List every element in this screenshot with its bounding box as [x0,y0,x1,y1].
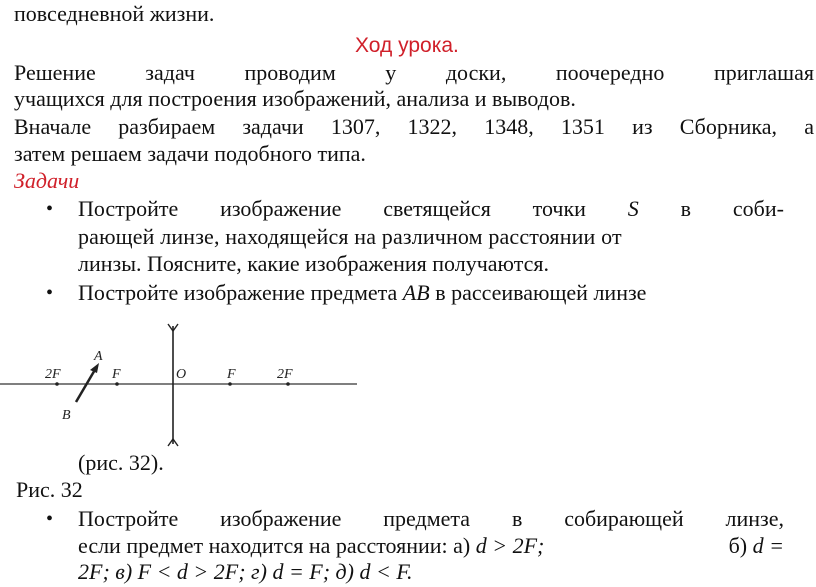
word: задач [145,60,195,85]
word: в [511,506,523,531]
word: предмета [383,506,471,531]
word: у [385,60,397,85]
condition-a [78,533,544,559]
task-3-line-3 [78,559,412,585]
word: Сборника, [679,114,778,139]
paragraph-2-line-2: затем решаем задачи подобного типа. [14,141,366,166]
label-origin: O [176,367,187,382]
word: изображение [220,506,342,531]
word: из [632,114,653,139]
label-right-f: F [227,367,236,382]
word: поочередно [555,60,665,85]
word: приглашая [713,60,814,85]
object-arrowhead-icon [90,363,99,373]
text-part: если предмет находится на расстоянии: а) [78,533,476,558]
formula-b: d = [752,533,784,558]
focus-point-right-2f [286,382,290,386]
word: линзе, [725,506,784,531]
paragraph-1-line-2: учащихся для построения изображений, анализа и выводов. [14,86,576,111]
figure-32-diagram [0,322,360,447]
label-point-b: B [62,408,71,423]
var-s: S [627,196,639,221]
word: изображение [220,196,342,221]
bullet-icon: • [46,508,54,530]
tasks-heading [14,168,79,194]
figure-caption: Рис. 32 [16,477,83,502]
word: Постройте [78,506,179,531]
text-part: Постройте изображение предмета [78,280,403,305]
focus-point-right-f [228,382,232,386]
word: 1351 [560,114,605,139]
word: светящейся [383,196,491,221]
text-part: в рассеивающей линзе [429,280,647,305]
condition-b [729,533,784,559]
object-arrow-ab [76,368,96,402]
intro-tail: повседневной жизни. [14,1,215,26]
word: в [680,196,692,221]
task-2-line-2: (рис. 32). [78,450,164,475]
label-left-f: F [112,367,121,382]
label-right-2f: 2F [277,367,293,382]
word: 1348, [484,114,534,139]
formula-conditions: 2F; в) F < d > 2F; г) d = F; д) d < F. [78,559,413,584]
paragraph-2-line-1 [14,114,814,140]
word: Постройте [78,196,179,221]
word: Решение [14,60,96,85]
focus-point-left-2f [55,382,59,386]
task-1-line-2: рающей линзе, находящейся на различном расстоянии от [78,224,622,249]
formula-a: d > 2F; [475,533,545,558]
task-3-line-2 [78,533,784,559]
word: 1322, [407,114,458,139]
word [628,196,639,222]
word: задачи [242,114,304,139]
bullet-icon: • [46,198,54,220]
word: а [804,114,814,139]
word: доски, [445,60,507,85]
word: проводим [244,60,336,85]
task-2-line-1 [78,280,646,306]
label-point-a: A [94,349,103,364]
task-3-line-1 [78,506,784,532]
word: соби- [732,196,784,221]
paragraph-1-line-1 [14,60,814,86]
word: собирающей [564,506,684,531]
word: Вначале [14,114,92,139]
bullet-icon: • [46,282,54,304]
word: разбираем [118,114,216,139]
word: точки [532,196,586,221]
task-1-line-3: линзы. Поясните, какие изображения получаются. [78,251,549,276]
text-part: б) [728,533,753,558]
focus-point-left-f [115,382,119,386]
tasks-heading-text: Задачи [14,168,80,193]
var-ab: AB [402,280,430,305]
label-left-2f: 2F [45,367,61,382]
task-1-line-1 [78,196,784,222]
lesson-title: Ход урока. [355,34,459,57]
word: 1307, [330,114,381,139]
